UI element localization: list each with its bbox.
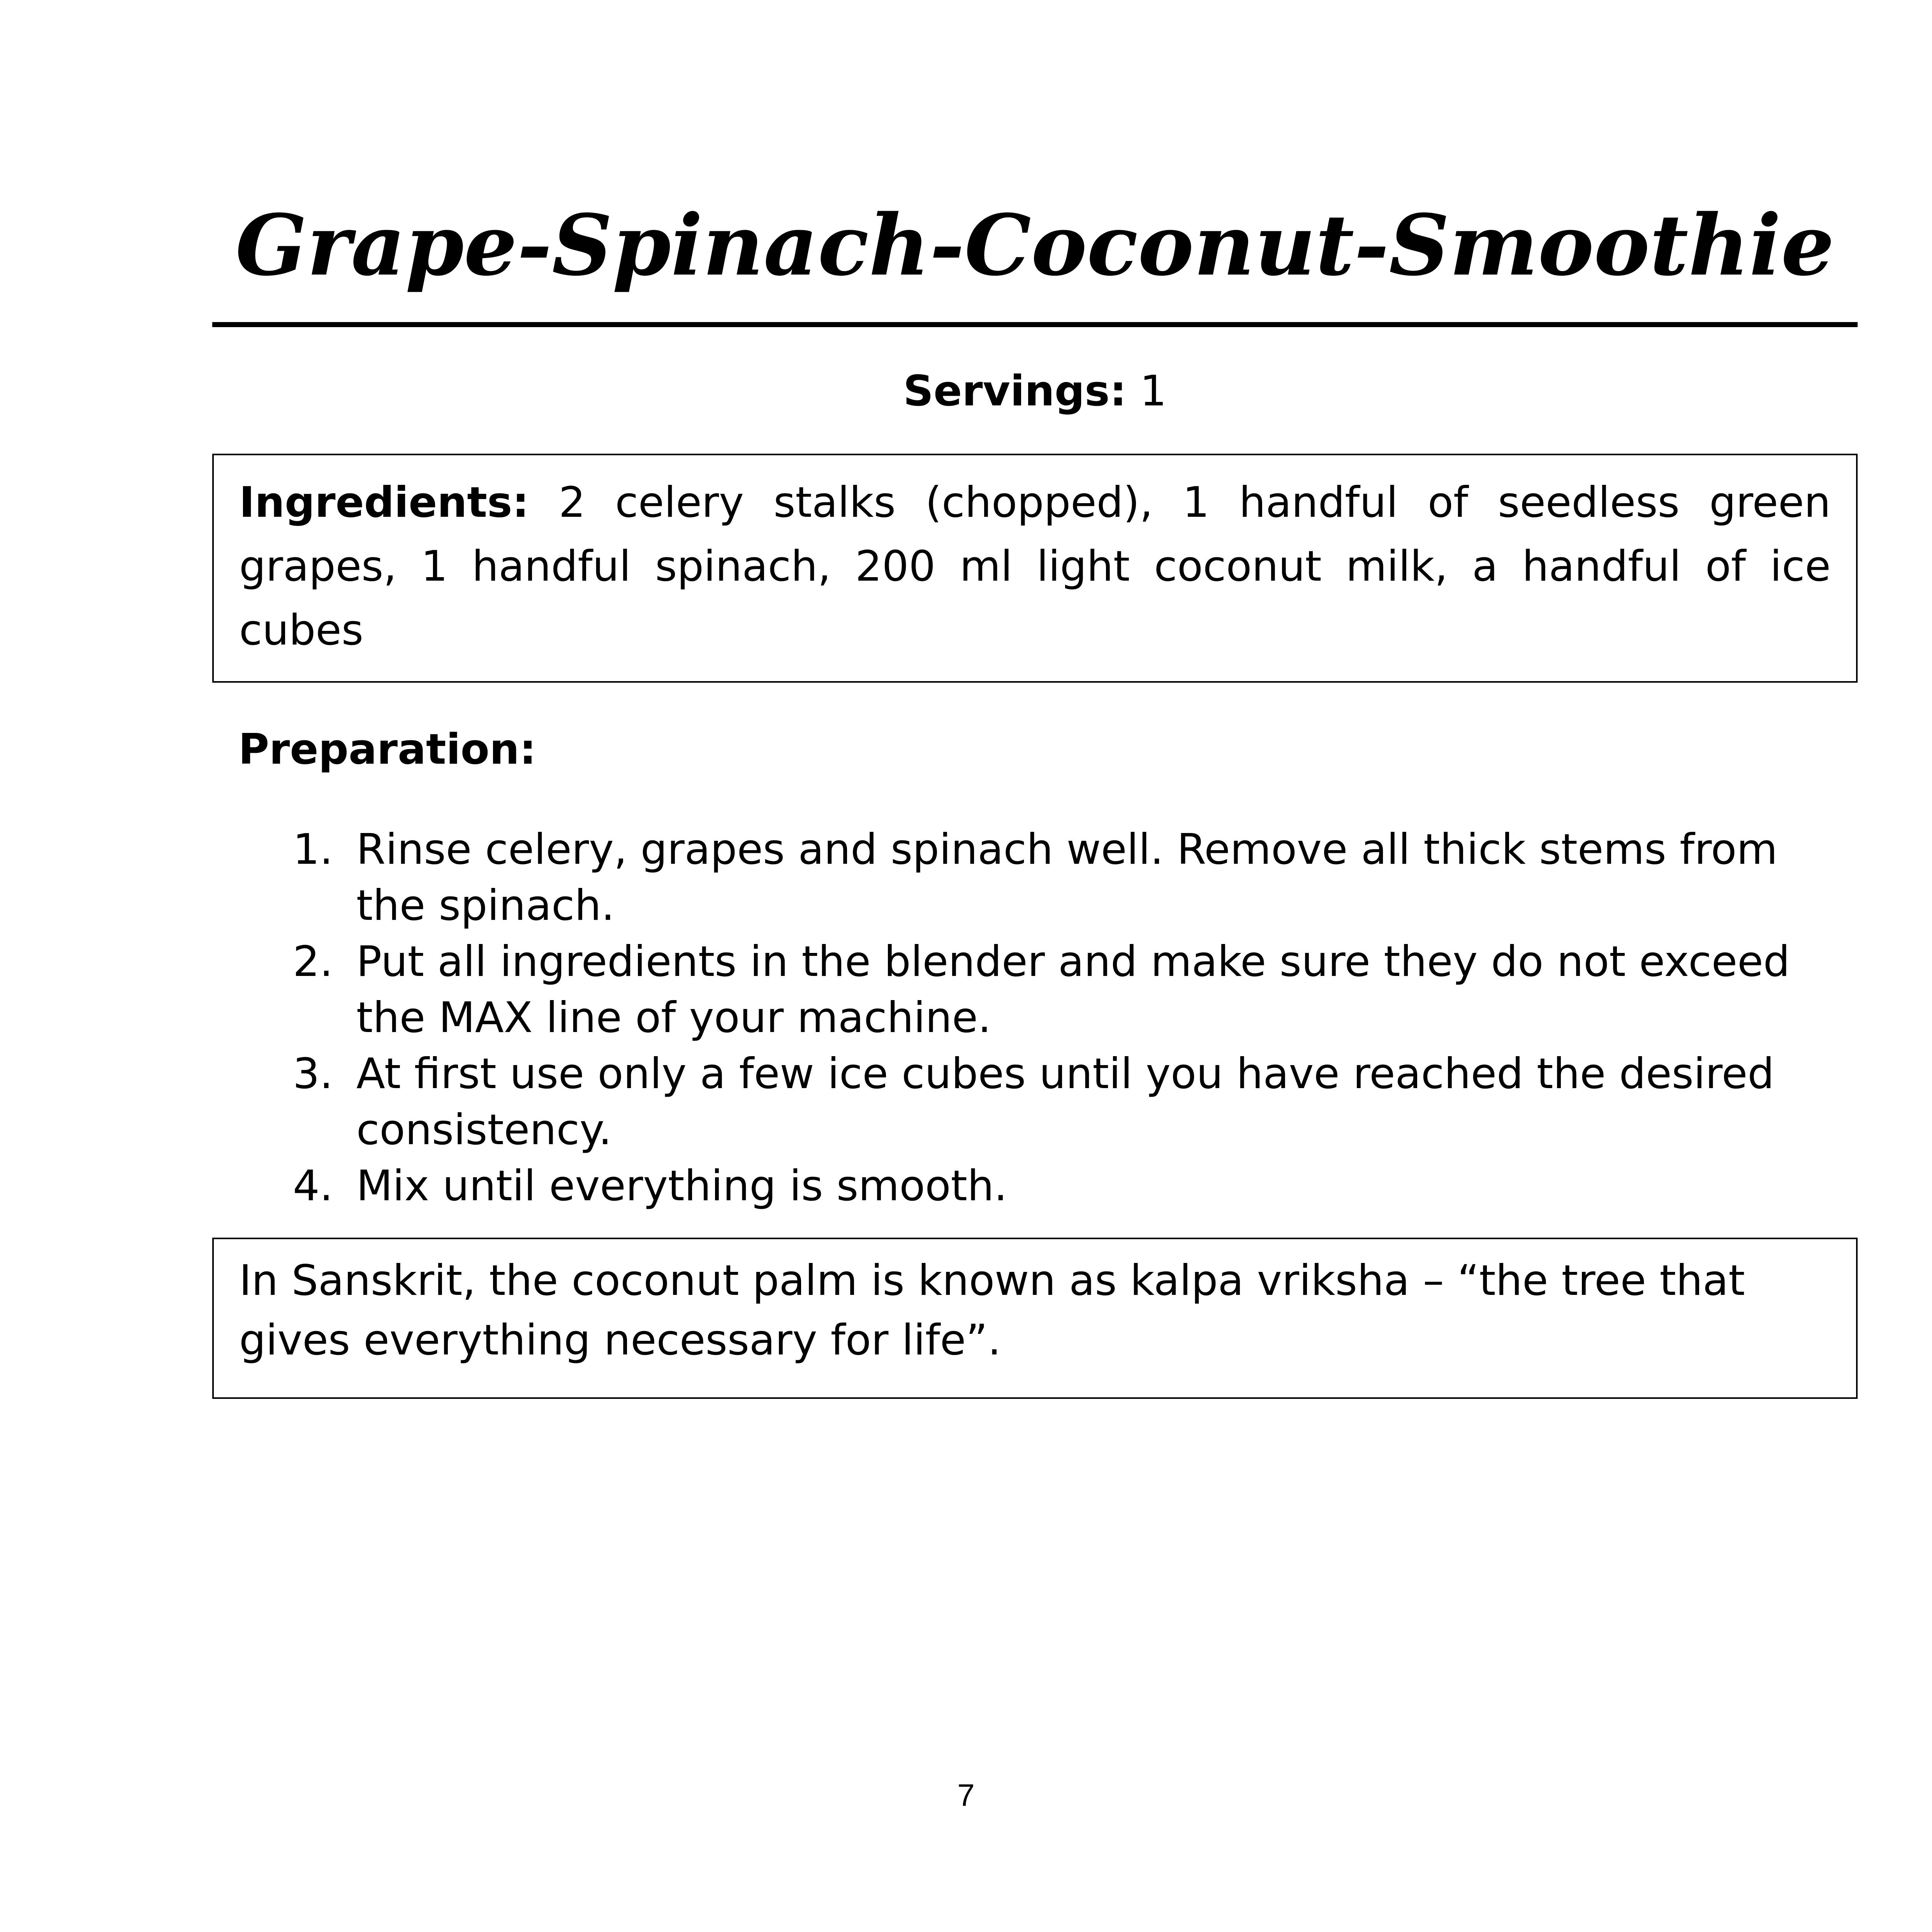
- ingredients-text: 2 celery stalks (chopped), 1 handful of seedless green grapes, 1 handful spinach, 200 ml light coconut milk, a handful of ice cubes: [239, 478, 1831, 655]
- title-divider: [212, 322, 1858, 327]
- servings: [212, 366, 1858, 417]
- step-text: At first use only a few ice cubes until you have reached the desired consistency.: [356, 1050, 1774, 1154]
- ingredients-box: [212, 454, 1858, 683]
- preparation-steps: [238, 822, 1851, 1214]
- servings-label: Servings:: [903, 367, 1127, 416]
- step-number: 4.: [293, 1162, 333, 1210]
- preparation-step: [238, 822, 1851, 934]
- preparation-step: [238, 934, 1851, 1046]
- preparation-step: [238, 1046, 1851, 1158]
- step-number: 1.: [293, 825, 333, 874]
- fact-box: [212, 1238, 1858, 1399]
- step-number: 2.: [293, 937, 333, 986]
- ingredients-label: Ingredients:: [239, 478, 529, 527]
- recipe-title: Grape-Spinach-Coconut-Smoothie: [235, 196, 1835, 294]
- preparation-heading: Preparation:: [238, 725, 536, 774]
- step-text: Put all ingredients in the blender and make sure they do not exceed the MAX line of your machine.: [356, 937, 1790, 1042]
- step-text: Rinse celery, grapes and spinach well. Remove all thick stems from the spinach.: [356, 825, 1778, 930]
- servings-value: 1: [1126, 367, 1167, 416]
- preparation-step: [238, 1158, 1851, 1214]
- ingredients-paragraph: [239, 471, 1831, 662]
- fact-text: In Sanskrit, the coconut palm is known as kalpa vriksha – “the tree that gives everything necessary for life”.: [239, 1256, 1745, 1365]
- step-number: 3.: [293, 1050, 333, 1098]
- step-text: Mix until everything is smooth.: [356, 1162, 1007, 1210]
- page-number: 7: [957, 1778, 975, 1812]
